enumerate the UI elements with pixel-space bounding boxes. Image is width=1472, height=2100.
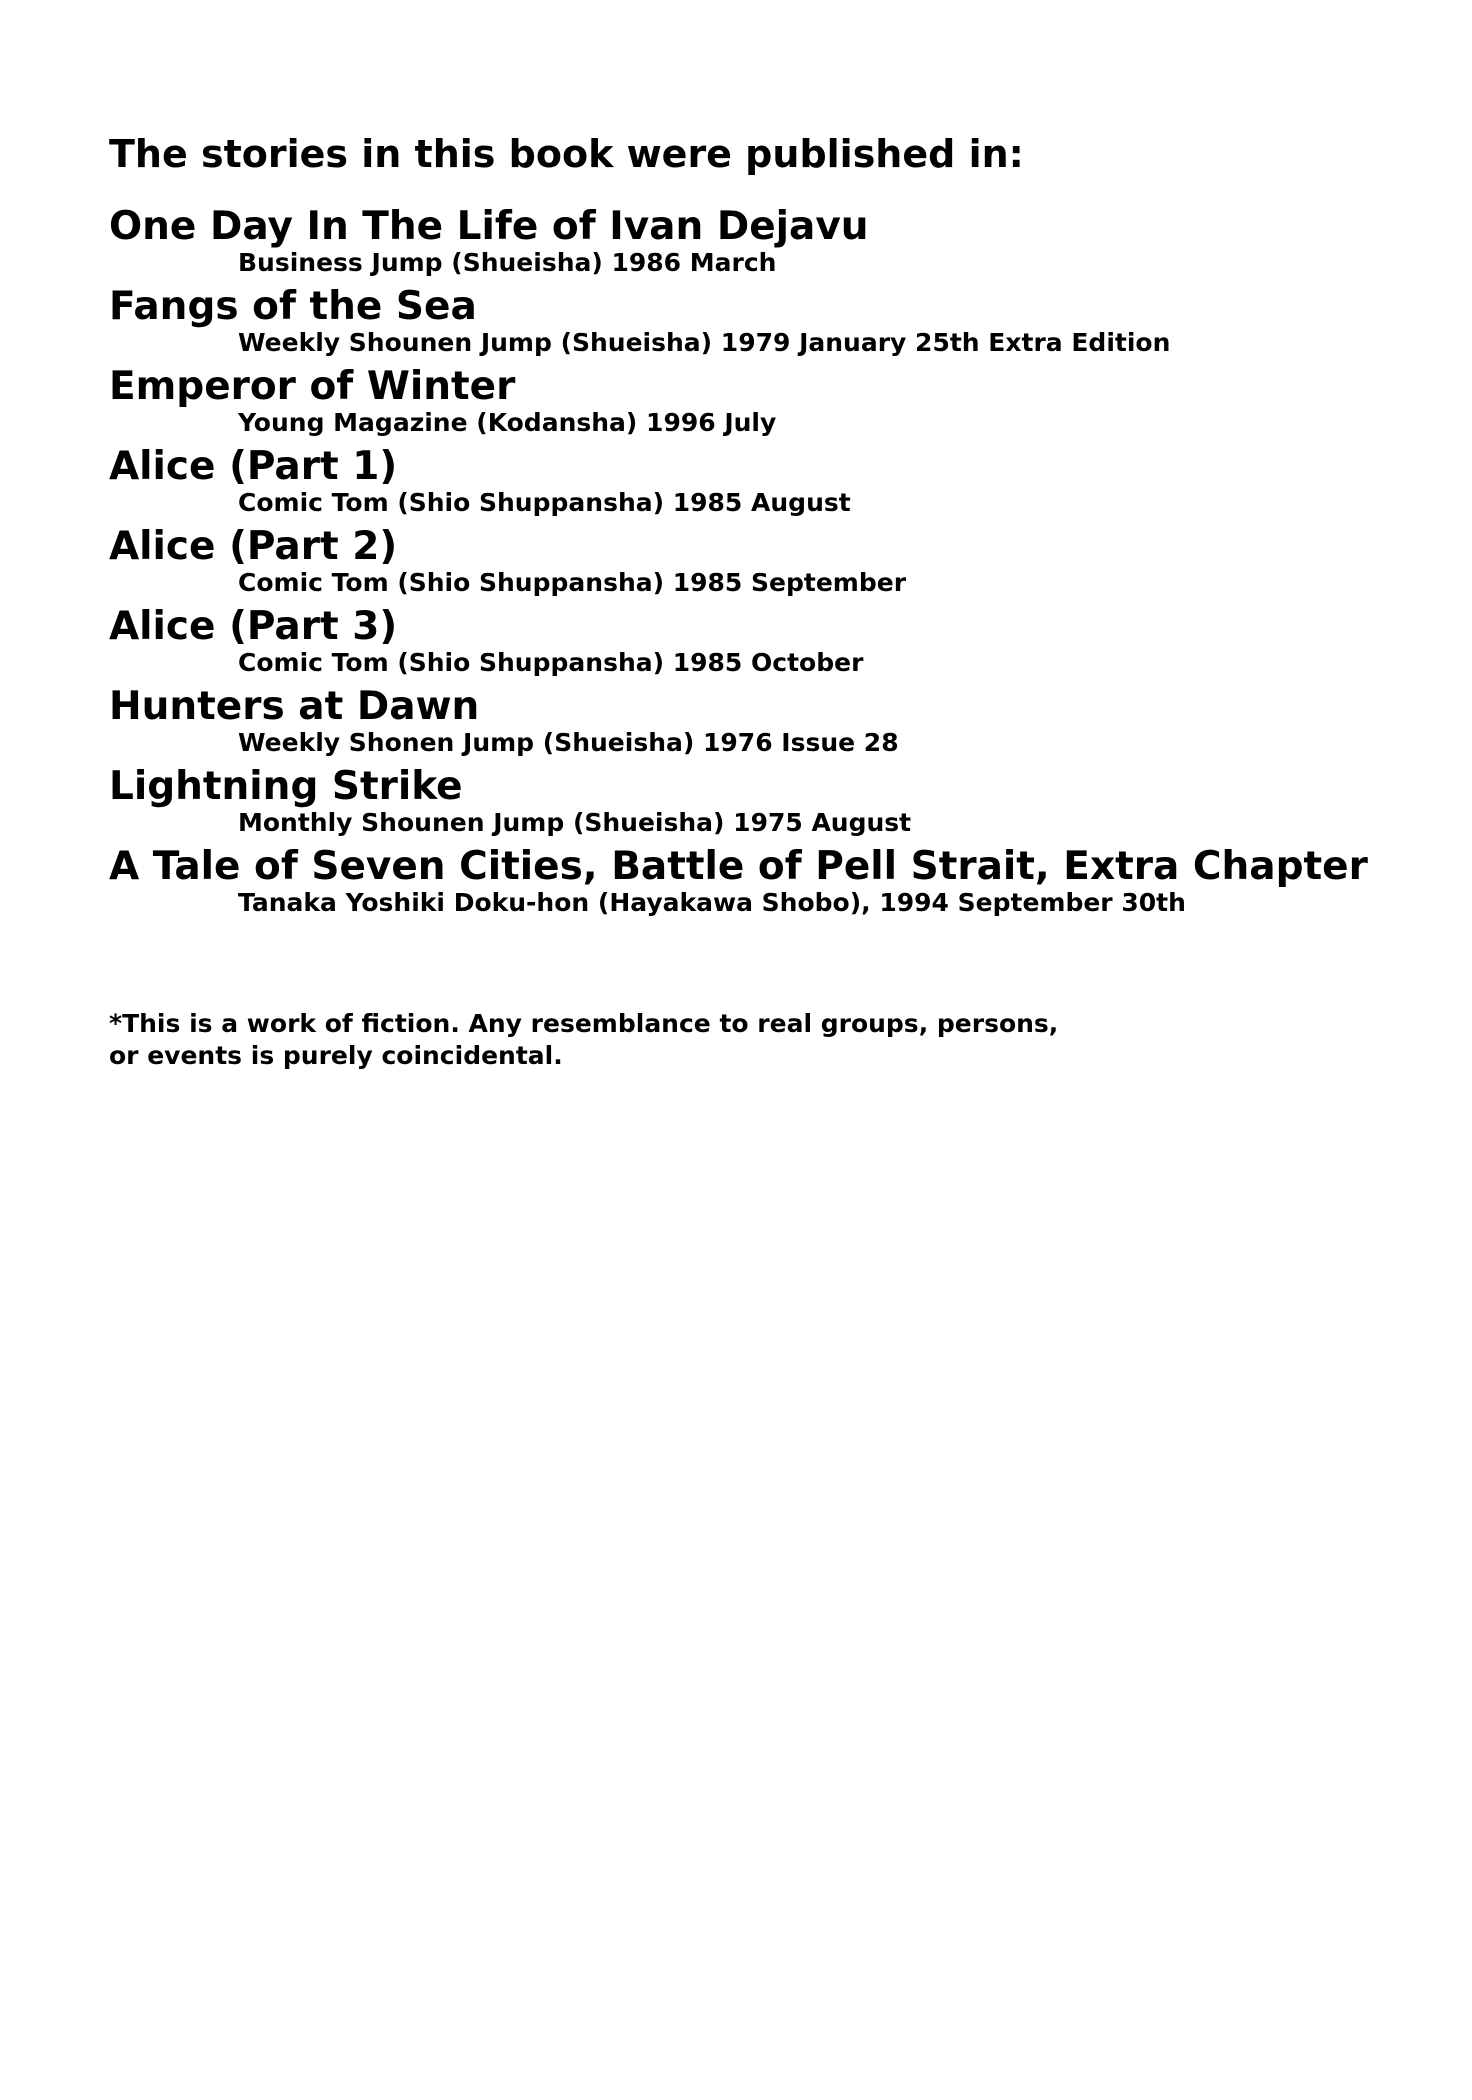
story-source: Comic Tom (Shio Shuppansha) 1985 September [238,568,907,597]
story-source: Comic Tom (Shio Shuppansha) 1985 October [238,648,864,677]
story-title: Hunters at Dawn [109,684,480,729]
story-title: One Day In The Life of Ivan Dejavu [109,204,869,249]
story-title: Lightning Strike [109,764,463,809]
story-title: A Tale of Seven Cities, Battle of Pell Strait, Extra Chapter [109,844,1368,889]
story-source: Weekly Shonen Jump (Shueisha) 1976 Issue 28 [238,728,899,757]
story-source: Weekly Shounen Jump (Shueisha) 1979 January 25th Extra Edition [238,328,1171,357]
disclaimer-line: *This is a work of fiction. Any resemblance to real groups, persons, [109,1009,1059,1038]
fiction-disclaimer [109,1008,1058,1072]
page-heading: The stories in this book were published in: [109,132,1024,177]
story-source: Monthly Shounen Jump (Shueisha) 1975 August [238,808,912,837]
story-source: Tanaka Yoshiki Doku-hon (Hayakawa Shobo), 1994 September 30th [238,888,1186,917]
story-title: Alice (Part 2) [109,524,398,569]
story-title: Fangs of the Sea [109,284,477,329]
disclaimer-line: or events is purely coincidental. [109,1041,563,1070]
story-source: Young Magazine (Kodansha) 1996 July [238,408,777,437]
story-title: Alice (Part 3) [109,604,398,649]
story-source: Business Jump (Shueisha) 1986 March [238,248,777,277]
story-title: Emperor of Winter [109,364,516,409]
story-title: Alice (Part 1) [109,444,398,489]
story-source: Comic Tom (Shio Shuppansha) 1985 August [238,488,851,517]
